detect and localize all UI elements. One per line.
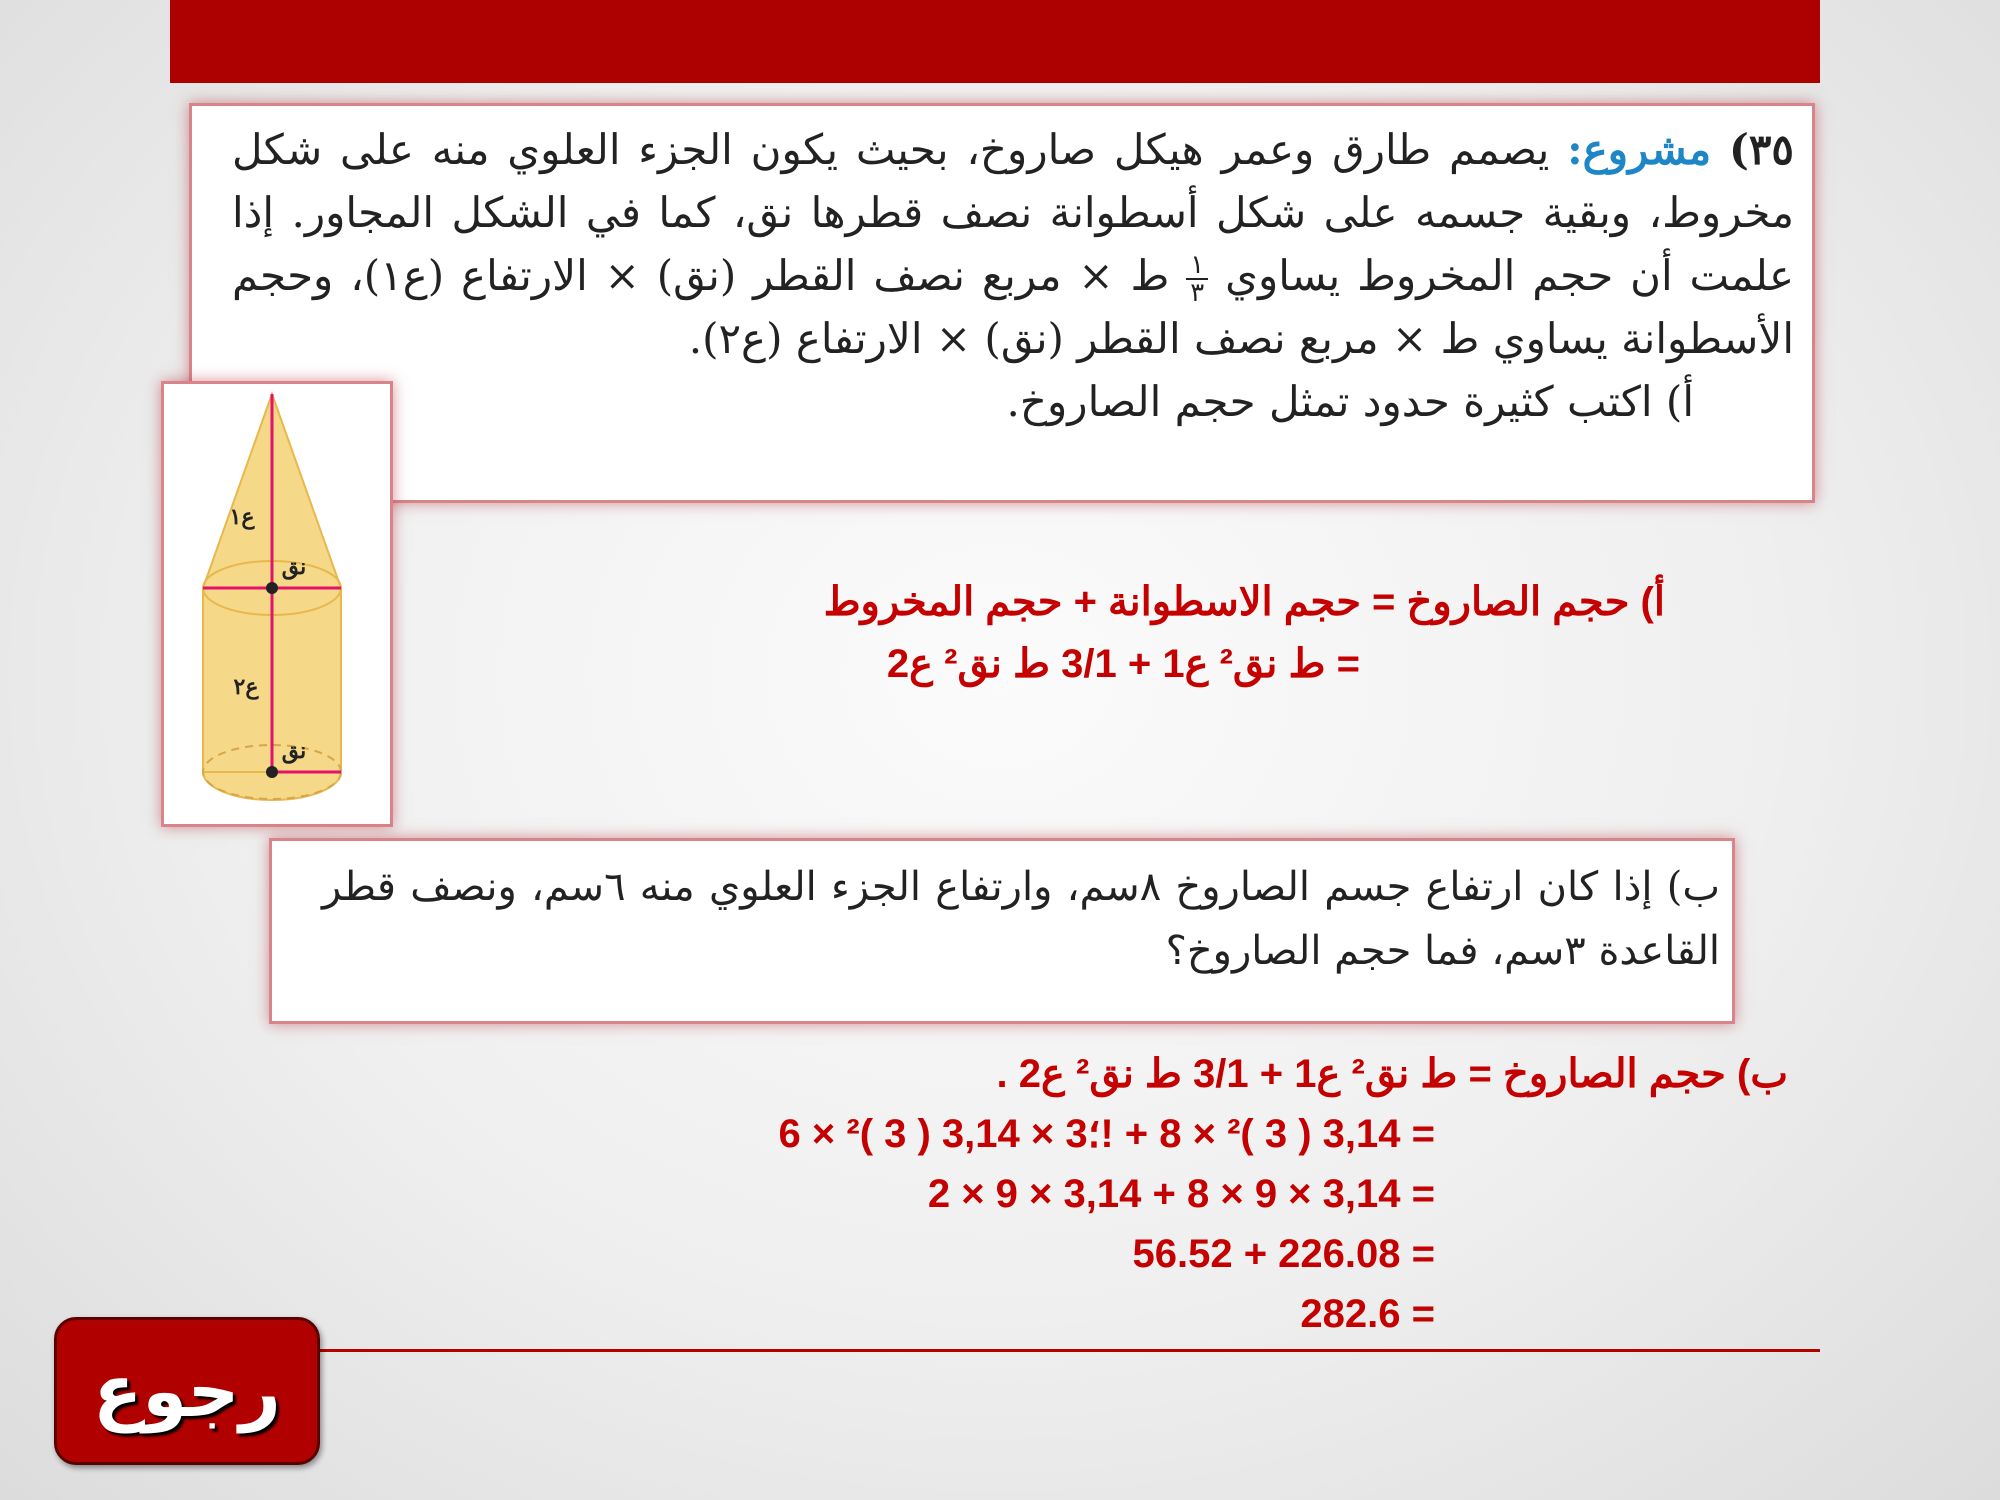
- label-h1: ع١: [229, 504, 255, 530]
- rocket-figure: [161, 381, 393, 827]
- problem-body: يصمم طارق وعمر هيكل صاروخ، بحيث يكون الجزء العلوي منه على شكل مخروط، وبقية جسمه على شكل أسطوانة نصف قطرها نق، كما في الشكل المجاور. إذا علمت أن حجم المخروط يساوي: [232, 125, 1795, 300]
- answer-b-line4: = 226.08 + 56.52: [1132, 1232, 1435, 1276]
- answer-b-line3: = 3,14 × 9 × 8 + 3,14 × 9 × 2: [927, 1172, 1435, 1216]
- label-h2: ع٢: [233, 674, 259, 700]
- label-r-top: نق: [281, 554, 307, 580]
- problem-text: [232, 118, 1794, 370]
- problem-card: [189, 103, 1815, 503]
- answer-a-line1: أ) حجم الصاروخ = حجم الاسطوانة + حجم المخروط: [823, 580, 1665, 624]
- part-b-question: ب) إذا كان ارتفاع جسم الصاروخ ٨سم، وارتفاع الجزء العلوي منه ٦سم، ونصف قطر القاعدة ٣سم، فما حجم الصاروخ؟: [322, 864, 1720, 974]
- problem-label: مشروع:: [1567, 125, 1712, 174]
- part-a-question: أ) اكتب كثيرة حدود تمثل حجم الصاروخ.: [1006, 377, 1694, 426]
- divider-line: [315, 1349, 1820, 1352]
- answer-b-line1: ب) حجم الصاروخ = ط نق² ع1 + 3/1 ط نق² ع2 .: [996, 1052, 1788, 1096]
- back-button[interactable]: [54, 1317, 320, 1465]
- problem-body-cont: ط × مربع نصف القطر (نق) × الارتفاع (ع١)، وحجم الأسطوانة يساوي ط × مربع نصف القطر (نق) × الارتفاع (ع٢).: [232, 251, 1794, 363]
- top-banner: [170, 0, 1820, 83]
- answer-b-line5: = 282.6: [1300, 1292, 1435, 1336]
- answer-a-line2: = ط نق² ع1 + 3/1 ط نق² ع2: [886, 642, 1360, 686]
- problem-number: ٣٥): [1728, 125, 1794, 174]
- back-button-label: رجوع: [93, 1349, 281, 1433]
- part-b-card: [269, 838, 1735, 1024]
- answer-b-line2: = 3,14 ( 3 )² × 8 + !؛3 × 3,14 ( 3 )² × 6: [778, 1112, 1435, 1156]
- fraction-one-third: $\frac{١}{٣}$: [1186, 252, 1208, 306]
- label-r-bottom: نق: [281, 738, 307, 764]
